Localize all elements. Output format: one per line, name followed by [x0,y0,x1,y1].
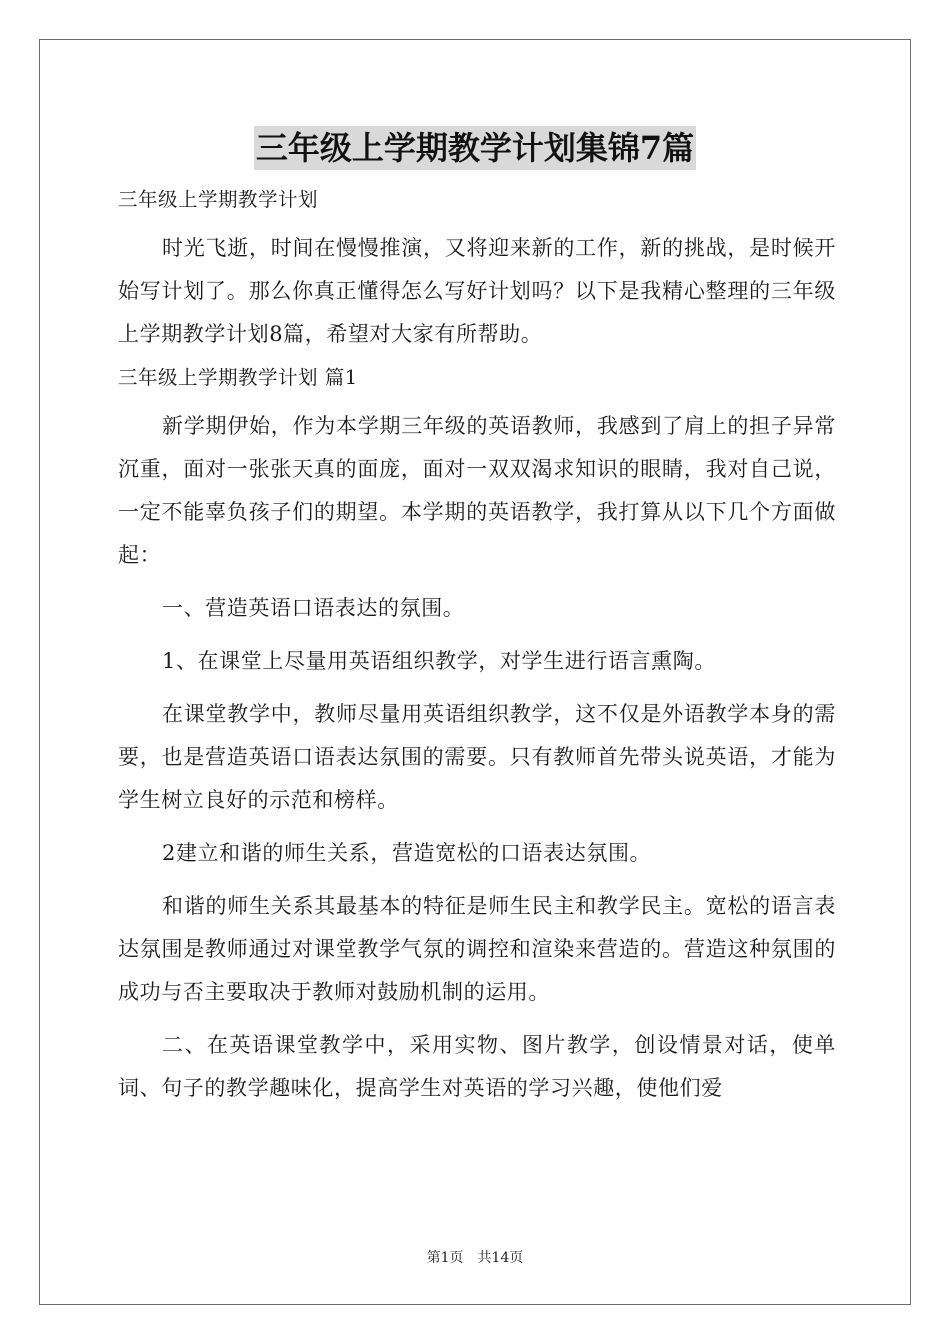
body-paragraph: 新学期伊始，作为本学期三年级的英语教师，我感到了肩上的担子异常沉重，面对一张张天真的面庞，面对一双双渴求知识的眼睛，我对自己说，一定不能辜负孩子们的期望。本学期的英语教学，我打算从以下几个方面做起： [118,414,836,567]
body-paragraph: 一、营造英语口语表达的氛围。 [162,596,465,620]
body-paragraph: 和谐的师生关系其最基本的特征是师生民主和教学民主。宽松的语言表达氛围是教师通过对课堂教学气氛的调控和渲染来营造的。营造这种氛围的成功与否主要取决于教师对鼓励机制的运用。 [118,894,836,1004]
document-body [118,178,836,1110]
document-title: 三年级上学期教学计划集锦7篇 [254,126,696,170]
body-paragraph: 二、在英语课堂教学中，采用实物、图片教学，创设情景对话，使单词、句子的教学趣味化，提高学生对英语的学习兴趣，使他们爱 [118,1033,836,1100]
page-number: 第1页 [426,1250,464,1266]
document-subtitle: 三年级上学期教学计划 [118,188,319,211]
intro-paragraph: 时光飞逝，时间在慢慢推演，又将迎来新的工作，新的挑战，是时候开始写计划了。那么你真正懂得怎么写好计划吗？以下是我精心整理的三年级上学期教学计划8篇，希望对大家有所帮助。 [118,236,836,346]
document-title-wrapper [0,126,950,170]
body-paragraph: 1、在课堂上尽量用英语组织教学，对学生进行语言熏陶。 [162,649,716,673]
body-paragraph: 在课堂教学中，教师尽量用英语组织教学，这不仅是外语教学本身的需要，也是营造英语口语表达氛围的需要。只有教师首先带头说英语，才能为学生树立良好的示范和榜样。 [118,702,836,812]
section-heading: 三年级上学期教学计划 篇1 [118,366,358,389]
page-total: 共14页 [477,1250,524,1266]
page-footer [0,1249,950,1267]
body-paragraph: 2建立和谐的师生关系，营造宽松的口语表达氛围。 [162,841,652,865]
